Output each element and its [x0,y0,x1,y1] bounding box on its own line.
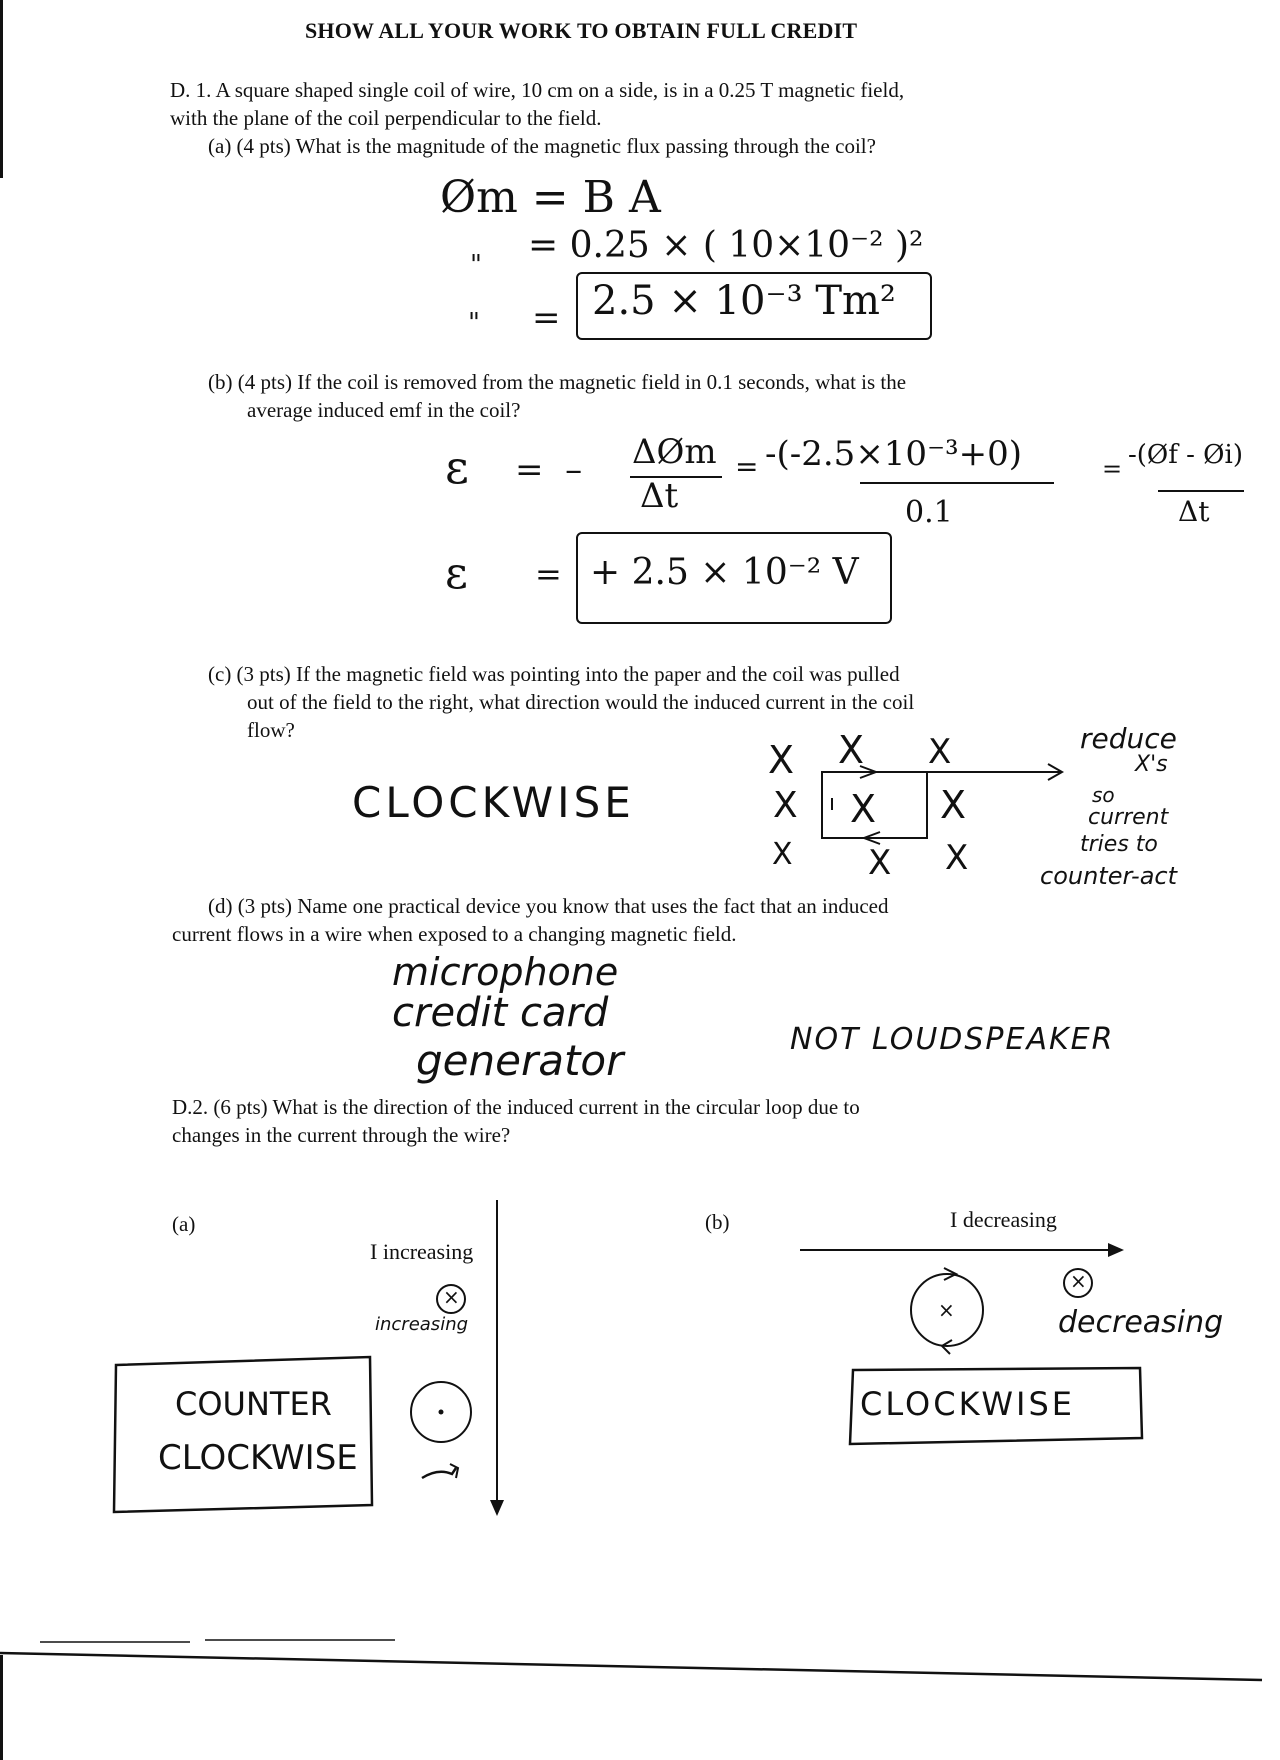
d1b-general-denominator: Δt [1178,495,1210,528]
note-counteract: counter-act [1040,862,1178,890]
d1b-equals-4: = [535,555,562,593]
note-reduce: reduce [1080,722,1177,755]
d1c-question-line-3: flow? [247,718,295,742]
d2b-loop-mark: × [938,1298,955,1322]
d1b-substitution: -(-2.5×10⁻³+0) [765,434,1023,474]
footer-rule-long [0,1653,1262,1680]
d2a-label: (a) [172,1212,196,1236]
field-x-mark: X [850,787,877,831]
d1a-ditto-mark-1: " [470,250,482,280]
d2a-field-note: increasing [375,1314,469,1335]
d1a-ditto-mark-2: " [468,308,480,338]
field-x-mark: X [928,732,952,772]
d1a-work-line-2: = 0.25 × ( 10×10⁻² )² [528,225,924,266]
d1d-not-loudspeaker: NOT LOUDSPEAKER [790,1022,1115,1057]
d2b-answer: CLOCKWISE [860,1385,1076,1423]
d1b-emf-symbol: ε [445,440,469,494]
d1c-question-line-1: (c) (3 pts) If the magnetic field was pointing into the paper and the coil was pulled [208,662,900,686]
d1b-delta-phi: ΔØm [632,432,717,472]
d1b-equals-3: = [1102,455,1123,483]
d2a-answer-line-2: CLOCKWISE [158,1438,358,1478]
note-current: current [1088,805,1169,830]
d2b-field-mark: × [1070,1269,1087,1293]
wire-b-arrowhead [1108,1243,1124,1257]
d1b-answer: + 2.5 × 10⁻² V [590,552,859,593]
d1c-answer: CLOCKWISE [352,778,635,827]
d2b-current-label: I decreasing [950,1207,1057,1232]
d2a-current-label: I increasing [370,1239,474,1264]
d1b-emf-symbol-2: ε [445,548,468,599]
d2a-answer-line-1: COUNTER [175,1385,332,1423]
d2a-field-mark: × [443,1285,460,1309]
field-x-mark: X [838,728,865,772]
d1a-equals: = [532,298,561,338]
d2b-field-note: decreasing [1058,1305,1224,1340]
field-x-mark: X [940,783,967,827]
d1b-equals-minus: = – [515,450,583,490]
field-x-mark: X [945,838,969,878]
d2-question-line-1: D.2. (6 pts) What is the direction of the induced current in the circular loop due to [172,1095,860,1119]
d1-intro-line-2: with the plane of the coil perpendicular to the field. [170,106,602,130]
page-title: SHOW ALL YOUR WORK TO OBTAIN FULL CREDIT [305,18,858,43]
d1c-question-line-2: out of the field to the right, what direction would the induced current in the coil [247,690,915,714]
d1b-general-form: -(Øf - Øi) [1128,440,1243,470]
note-so: so [1092,783,1115,807]
d2b-label: (b) [705,1210,730,1234]
note-xs: X's [1135,752,1168,777]
note-tries-to: tries to [1080,832,1158,857]
d1d-question-line-1: (d) (3 pts) Name one practical device you know that uses the fact that an induced [208,894,889,918]
d1a-answer: 2.5 × 10⁻³ Tm² [592,278,896,324]
ccw-arrow-a [422,1468,456,1478]
d1-intro-line-1: D. 1. A square shaped single coil of wire, 10 cm on a side, is in a 0.25 T magnetic field, [170,78,905,102]
field-x-mark: X [768,738,795,782]
d1d-question-line-2: current flows in a wire when exposed to a changing magnetic field. [172,922,737,946]
d1b-equals-2: = [735,450,759,483]
d2-question-line-2: changes in the current through the wire? [172,1123,511,1147]
d1a-work-line-1: Øm = B A [440,172,661,223]
d1a-question: (a) (4 pts) What is the magnitude of the magnetic flux passing through the coil? [208,134,876,158]
field-x-mark: X [773,785,798,826]
field-x-mark: X [868,843,892,883]
d1b-question-line-1: (b) (4 pts) If the coil is removed from the magnetic field in 0.1 seconds, what is the [208,370,907,394]
d1b-sub-denominator: 0.1 [905,495,953,530]
answer-box-a [114,1357,372,1512]
d1d-answer-microphone: microphone [392,950,619,994]
d1b-question-line-2: average induced emf in the coil? [247,398,521,422]
field-x-mark: X [772,837,793,872]
wire-a-arrowhead [490,1500,504,1516]
d1d-answer-generator: generator [416,1036,624,1085]
square-coil [822,772,927,838]
d1d-answer-credit-card: credit card [392,990,609,1036]
dot-out-of-page-a [439,1410,444,1415]
d1b-delta-t: Δt [640,476,679,516]
